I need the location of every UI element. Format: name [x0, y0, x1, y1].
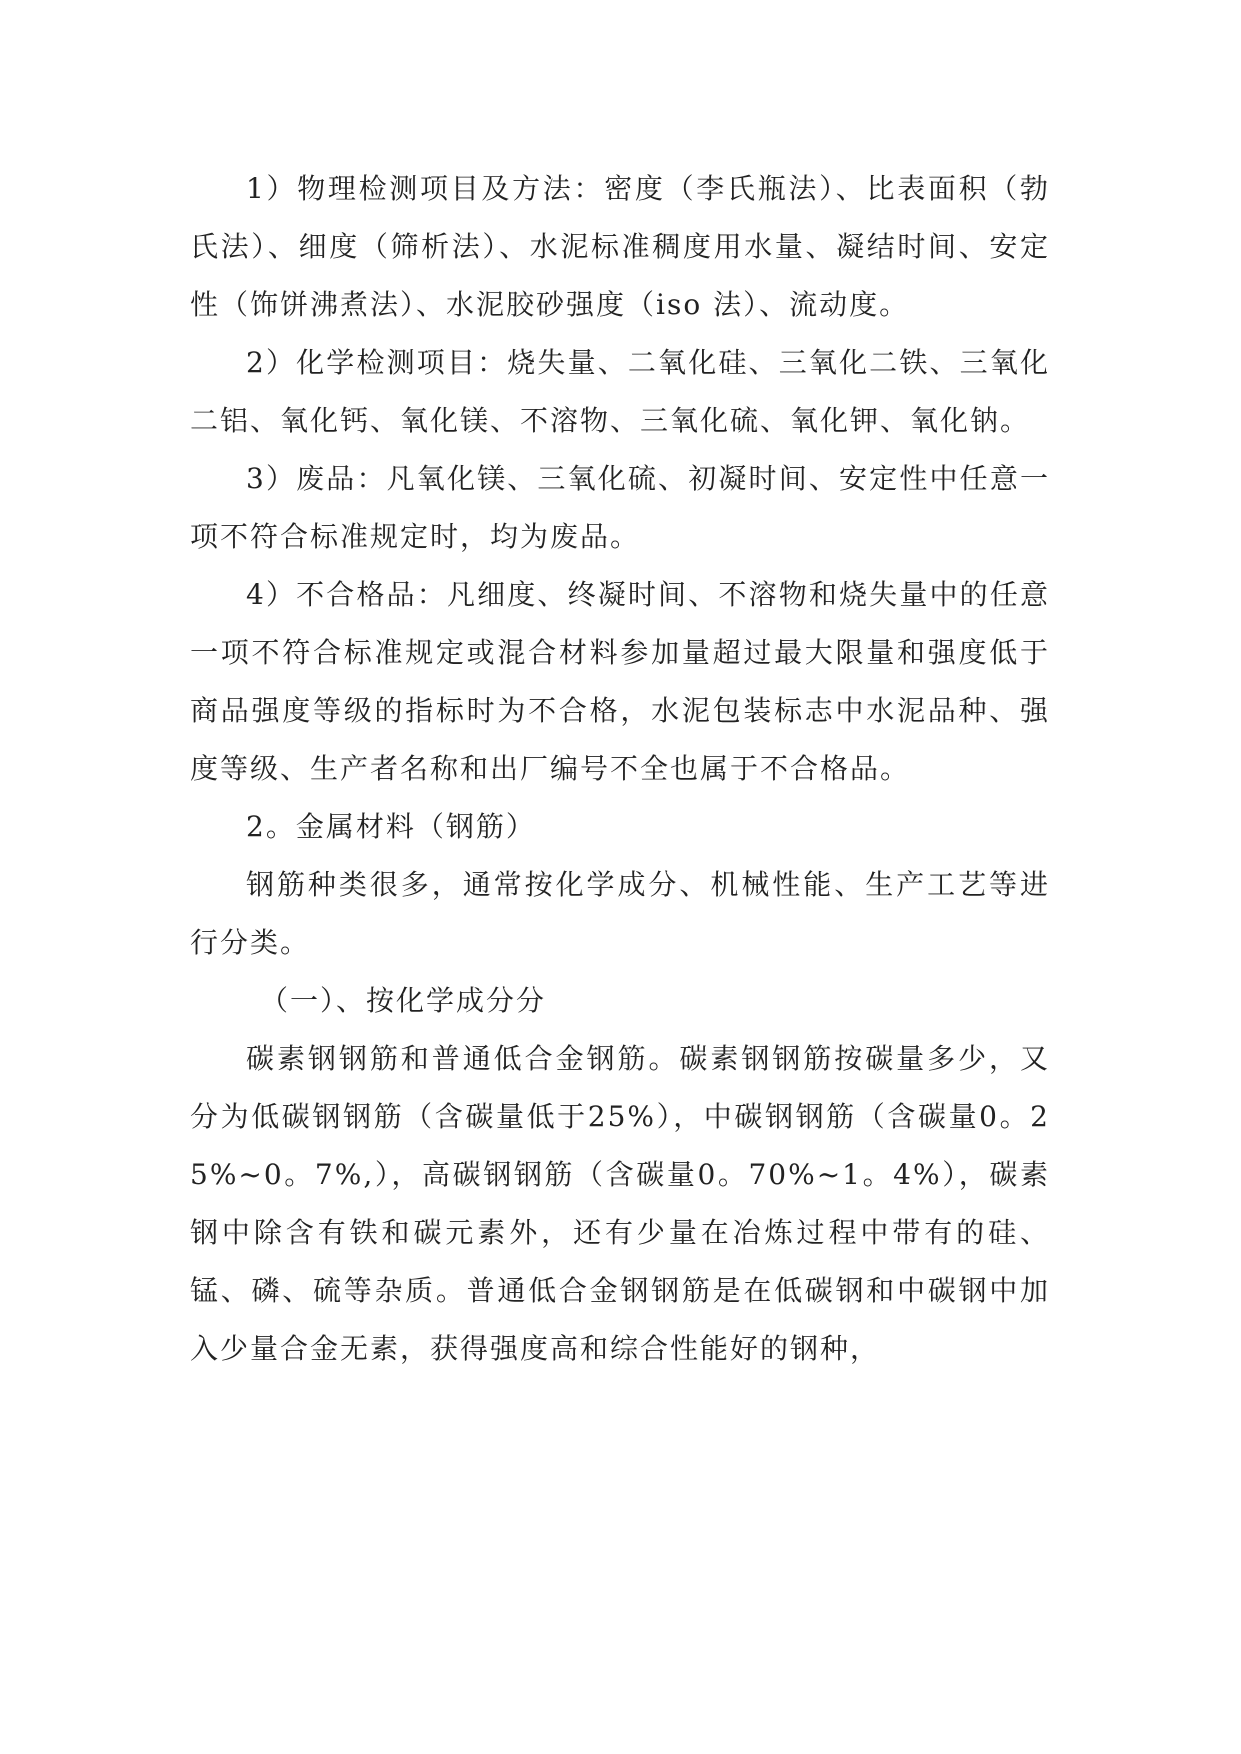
paragraph-waste-products: 3）废品：凡氧化镁、三氧化硫、初凝时间、安定性中任意一项不符合标准规定时，均为废品。 — [190, 462, 1050, 553]
section-heading-metal-materials: 2。金属材料（钢筋） — [246, 810, 536, 843]
paragraph-rebar-classification: 钢筋种类很多，通常按化学成分、机械性能、生产工艺等进行分类。 — [190, 868, 1050, 959]
paragraph-chemical-tests: 2）化学检测项目：烧失量、二氧化硅、三氧化二铁、三氧化二铝、氧化钙、氧化镁、不溶物、三氧化硫、氧化钾、氧化钠。 — [190, 346, 1050, 437]
paragraph-carbon-steel: 碳素钢钢筋和普通低合金钢筋。碳素钢钢筋按碳量多少，又分为低碳钢钢筋（含碳量低于25%），中碳钢钢筋（含碳量0。25%~0。7%,），高碳钢钢筋（含碳量0。70%~1。4%），碳素钢中除含有铁和碳元素外，还有少量在冶炼过程中带有的硅、锰、磷、硫等杂质。普通低合金钢钢筋是在低碳钢和中碳钢中加入少量合金无素，获得强度高和综合性能好的钢种， — [190, 1042, 1050, 1365]
document-body — [190, 160, 1050, 1378]
subsection-heading-chemical-composition: （一）、按化学成分分 — [260, 984, 547, 1017]
paragraph-physical-tests: 1）物理检测项目及方法：密度（李氏瓶法）、比表面积（勃氏法）、细度（筛析法）、水泥标准稠度用水量、凝结时间、安定性（饰饼沸煮法）、水泥胶砂强度（iso 法）、流动度。 — [190, 172, 1050, 321]
paragraph-nonconforming-products: 4）不合格品：凡细度、终凝时间、不溶物和烧失量中的任意一项不符合标准规定或混合材料参加量超过最大限量和强度低于商品强度等级的指标时为不合格，水泥包装标志中水泥品种、强度等级、生产者名称和出厂编号不全也属于不合格品。 — [190, 578, 1050, 785]
